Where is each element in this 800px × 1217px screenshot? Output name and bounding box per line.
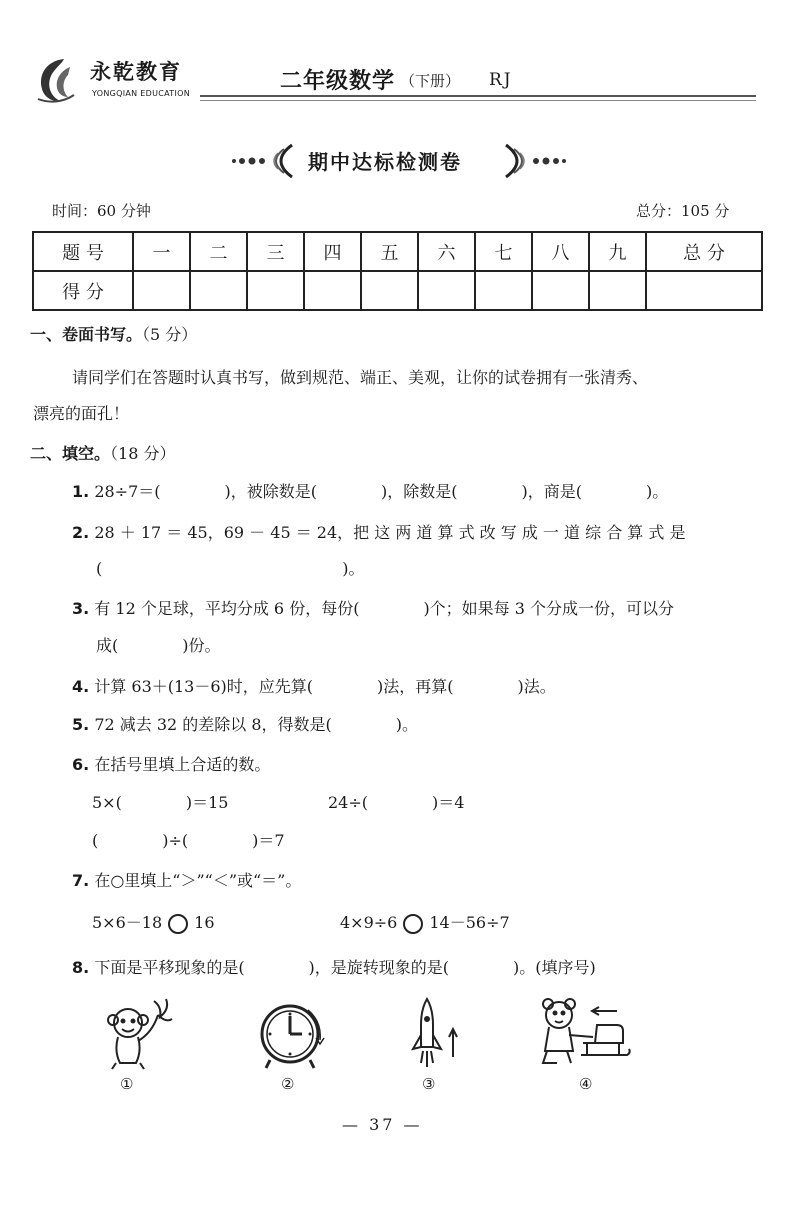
book-volume: （下册）: [400, 72, 461, 90]
question-3: [72, 596, 674, 619]
question-2: [72, 520, 685, 543]
section-1-text-line1: 请同学们在答题时认真书写，做到规范、端正、美观，让你的试卷拥有一张清秀、: [72, 368, 649, 387]
score-table-header-row: [33, 232, 762, 271]
question-5: [72, 712, 418, 735]
question-text: 在括号里填上合适的数。: [94, 755, 271, 774]
picture-label: ④: [579, 1075, 593, 1093]
score-cell: 得 分: [33, 271, 133, 310]
section-1-title: 一、卷面书写。: [30, 325, 143, 344]
monkey-swinging-icon: [100, 993, 182, 1073]
score-table-score-row: [33, 271, 762, 310]
question-number: 5.: [72, 715, 90, 734]
score-cell: 八: [532, 232, 589, 271]
picture-label: ①: [120, 1075, 134, 1093]
bear-pulling-sled-icon: [537, 995, 633, 1075]
compare-right: 16: [194, 913, 215, 932]
compare-left: 4×9÷6: [340, 913, 398, 932]
brand-name-en: YONGQIAN EDUCATION: [92, 89, 191, 98]
exam-title: 期中达标检测卷: [308, 150, 462, 174]
compare-circle[interactable]: [168, 914, 188, 934]
question-7: [72, 868, 301, 891]
score-blank-cell[interactable]: [247, 271, 304, 310]
question-number: 8.: [72, 958, 90, 977]
question-number: 6.: [72, 755, 90, 774]
time-limit: 时间：60 分钟: [52, 202, 151, 220]
score-cell: 题 号: [33, 232, 133, 271]
question-2-line2: ( )。: [96, 559, 365, 578]
score-blank-cell[interactable]: [418, 271, 475, 310]
score-blank-cell[interactable]: [532, 271, 589, 310]
header-rule-thin: [200, 100, 756, 101]
total-score: 总分：105 分: [636, 202, 730, 220]
question-text: 在○里填上“＞”“＜”或“＝”。: [94, 871, 302, 890]
alarm-clock-icon: [256, 1000, 328, 1072]
score-blank-cell[interactable]: [646, 271, 762, 310]
compare-right: 14－56÷7: [429, 913, 510, 932]
question-number: 4.: [72, 677, 90, 696]
picture-label: ③: [422, 1075, 436, 1093]
score-cell: 六: [418, 232, 475, 271]
section-2-points: （18 分）: [110, 444, 176, 463]
book-edition: RJ: [489, 70, 513, 90]
question-6-c: ( )÷( )＝7: [92, 831, 285, 850]
question-6-b: 24÷( )＝4: [328, 793, 465, 812]
question-3-line2: 成( )份。: [96, 636, 221, 655]
brand-name-cn: 永乾教育: [90, 59, 182, 84]
section-2-heading: [30, 441, 175, 464]
section-1-text-line2: 漂亮的面孔！: [33, 404, 130, 423]
picture-label: ②: [281, 1075, 295, 1093]
question-text: 28 ＋ 17 ＝ 45，69 － 45 ＝ 24，把 这 两 道 算 式 改 写 成 一 道 综 合 算 式 是: [94, 523, 686, 542]
question-text: 72 减去 32 的差除以 8，得数是( )。: [94, 715, 419, 734]
score-blank-cell[interactable]: [133, 271, 190, 310]
score-cell: 九: [589, 232, 646, 271]
score-blank-cell[interactable]: [589, 271, 646, 310]
question-number: 7.: [72, 871, 90, 890]
book-title: 二年级数学: [280, 69, 396, 94]
title-ornament-right-icon: [498, 143, 568, 179]
compare-circle[interactable]: [403, 914, 423, 934]
question-text: 计算 63＋(13－6)时，应先算( )法，再算( )法。: [94, 677, 556, 696]
question-4: [72, 674, 556, 697]
page-number: — 37 —: [342, 1115, 423, 1134]
question-7-b: [340, 910, 510, 934]
score-blank-cell[interactable]: [190, 271, 247, 310]
question-number: 2.: [72, 523, 90, 542]
title-ornament-left-icon: [230, 143, 300, 179]
score-blank-cell[interactable]: [361, 271, 418, 310]
section-1-heading: [30, 322, 197, 345]
question-text: 有 12 个足球，平均分成 6 份，每份( )个；如果每 3 个分成一份，可以分: [94, 599, 675, 618]
score-cell: 四: [304, 232, 361, 271]
question-6-a: 5×( )＝15: [92, 793, 229, 812]
score-cell: 三: [247, 232, 304, 271]
score-cell: 一: [133, 232, 190, 271]
question-7-a: [92, 910, 215, 934]
score-blank-cell[interactable]: [304, 271, 361, 310]
section-2-title: 二、填空。: [30, 444, 111, 463]
section-1-points: （5 分）: [142, 325, 198, 344]
compare-left: 5×6－18: [92, 913, 163, 932]
question-8: [72, 955, 596, 978]
question-number: 3.: [72, 599, 90, 618]
yongqian-logo-icon: [34, 55, 76, 105]
score-cell: 五: [361, 232, 418, 271]
score-cell: 二: [190, 232, 247, 271]
question-text: 28÷7＝( )，被除数是( )，除数是( )，商是( )。: [94, 482, 669, 501]
question-1: [72, 479, 668, 502]
rocket-icon: [407, 995, 467, 1071]
question-number: 1.: [72, 482, 90, 501]
score-table: [32, 231, 763, 311]
question-6: [72, 752, 270, 775]
score-blank-cell[interactable]: [475, 271, 532, 310]
score-cell: 总 分: [646, 232, 762, 271]
header-rule: [200, 95, 756, 97]
score-cell: 七: [475, 232, 532, 271]
question-text: 下面是平移现象的是( )，是旋转现象的是( )。(填序号): [94, 958, 596, 977]
